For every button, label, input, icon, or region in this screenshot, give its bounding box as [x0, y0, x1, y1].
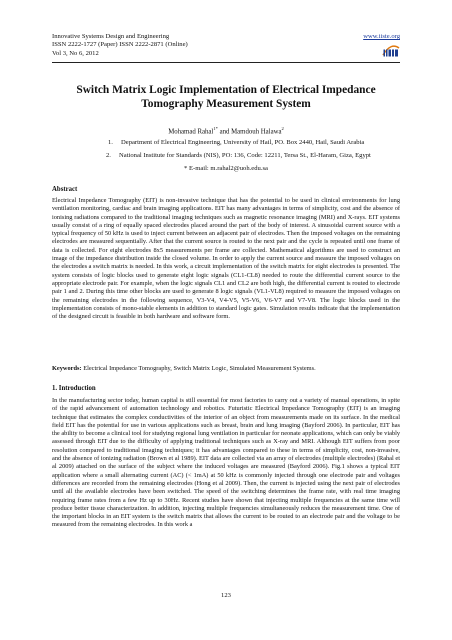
- affiliation-number: 2.: [106, 152, 111, 159]
- affiliation-text: Department of Electrical Engineering, University of Hail, PO. Box 2440, Hail, Saudi Arabia: [121, 139, 365, 146]
- journal-name: Innovative Systems Design and Engineering: [52, 33, 170, 40]
- corresponding-email: * E-mail: m.rahal2@uoh.edu.sa: [184, 165, 268, 172]
- introduction-heading: 1. Introduction: [52, 385, 96, 392]
- author-line: [52, 126, 400, 135]
- journal-url-link[interactable]: www.iiste.org: [363, 33, 400, 40]
- author-1-marker: 1*: [213, 126, 218, 131]
- page-number: 123: [221, 592, 231, 599]
- affiliation-text: National Institute for Standards (NIS), PO: 136, Code: 12211, Tersa St., El-Haram, Giza, Egypt: [119, 152, 371, 159]
- abstract-heading: Abstract: [52, 186, 78, 193]
- keywords-label: Keywords:: [52, 365, 82, 372]
- abstract-text: Electrical Impedance Tomography (EIT) is non-invasive technique that has the potential to be used in clinical environments for lung ventilation monitoring, cardiac and brain imaging applications. EIT has many advantages in terms of simplicity, cost and the absence of ionising radiations compared to the traditional imaging techniques such as magnetic resonance imaging (MRI) and X-rays. EIT systems usually consist of a ring of equally spaced electrodes placed around the part of the body of interest. A sinusoidal current source with a typical frequency of 50 kHz is used to inject current between an adjacent pair of electrodes. Then the imposed voltages on the remaining electrodes are measured sequentially. After that the current source is routed to the next pair and the cycle is repeated until one frame of data is collected. For eight electrodes 8x5 measurements per frame are collected. Mathematical algorithms are used to construct an image of the impedance distribution inside the closed volume. In order to apply the current source and measure the imposed voltages on the electrodes a switch matrix is needed. In this work, a circuit implementation of the switch matrix for eight electrodes is presented. The system consists of logic blocks used to generate eight logic signals (CL1-CL8) needed to route the differential current source to the appropriate electrode pair. For example, when the logic signals CL1 and CL2 are both high, the differential current is routed to electrode pair 1 and 2. During this time other blocks are used to generate 8 logic signals (VL1-VL8) required to measure the imposed voltages on the remaining electrodes in the following sequence, V3-V4, V4-V5, V5-V6, V6-V7 and V7-V8. The logic blocks used in the implementation consists of mono-stable elements in addition to standard logic gates. Simulation results indicate that the implementation of the designed circuit is feasible in both hardware and software form.: [52, 197, 400, 321]
- journal-issn: ISSN 2222-1727 (Paper) ISSN 2222-2871 (Online): [52, 41, 188, 49]
- introduction-text: In the manufacturing sector today, human capital is still essential for most factories to carry out a variety of manual operations, in spite of the rapid advancement of automation technology and robotics. Futuristic Electrical Impedance Tomography (EIT) is an imaging technique that estimates the complex conductivities of the interior of an object from measurements made on its surface. In the medical field EIT has the potential for use in various applications such as breast, brain and lung imaging (Bayford 2006). In particular, EIT has the ability to become a clinical tool for studying regional lung ventilation in particular for neonate applications, which can only be viably assessed through EIT due to the difficulty of applying traditional techniques such as X-ray and MRI. Although EIT suffers from poor resolution compared to traditional imaging techniques; it has advantages compared to these in terms of simplicity, cost, non-invasive, and the absence of ionizing radiation (Brown et al 1989). EIT data are collected via an array of electrodes (multiple electrodes) (Rahal et al 2009) attached on the surface of the subject where the induced voltages are measured (Bayford 2006). Fig.1 shows a typical EIT application where a small alternating current (AC) (< 1mA) at 50 kHz is commonly injected through one electrode pair and voltages differences are recorded from the remaining electrodes (Hong et al 2009). Then, the current is injected using the next pair of electrodes until all the available electrodes have been switched. The speed of the switching determines the frame rate, with real time imaging requiring frame rates from a few Hz up to 30Hz. Recent studies have shown that injecting multiple frequencies at the same time will produce better tissue characterization. In addition, injecting multiple frequencies simultaneously reduces the measurement time. One of the important blocks in an EIT system is the switch matrix that allows the current to be routed to an electrode pair and the voltage to be measured from the remaining electrodes. In this work a: [52, 397, 400, 529]
- keywords-line: [52, 365, 400, 373]
- author-2-marker: 2: [281, 126, 284, 131]
- keywords-text: Electrical Impedance Tomography, Switch Matrix Logic, Simulated Measurement Systems.: [81, 365, 316, 372]
- header-divider: [52, 62, 400, 63]
- affiliation-1: [108, 139, 364, 146]
- affiliation-number: 1.: [108, 139, 113, 146]
- journal-volume: Vol 3, No 6, 2012: [52, 49, 99, 57]
- journal-header: [52, 33, 188, 58]
- affiliation-2: [106, 152, 371, 159]
- iiste-logo-icon: [382, 43, 400, 58]
- journal-header-right: [330, 33, 400, 41]
- author-2: and Mamdouh Halawa: [217, 128, 282, 136]
- author-1: Mohamad Rahal: [168, 128, 214, 136]
- paper-title: Switch Matrix Logic Implementation of Electrical Impedance Tomography Measurement System: [76, 84, 376, 110]
